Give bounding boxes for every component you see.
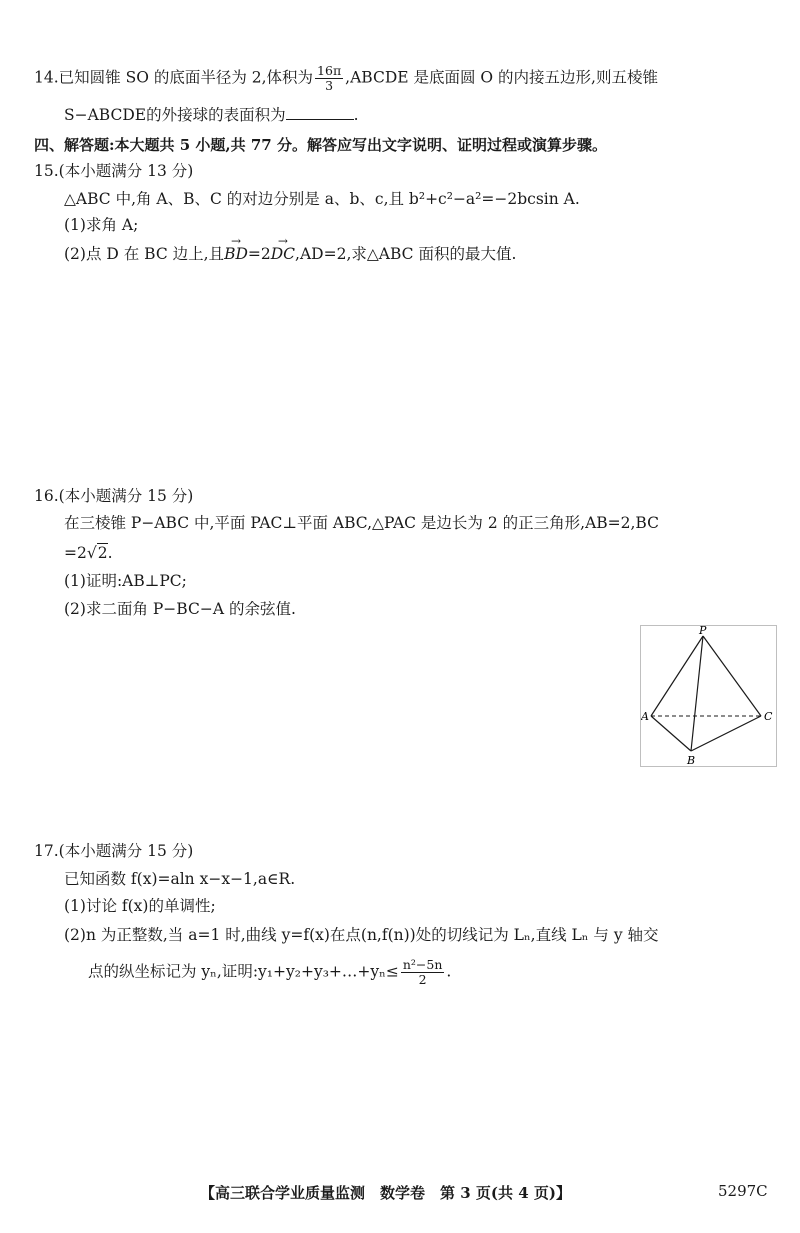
- q15-statement: △ABC 中,角 A、B、C 的对边分别是 a、b、c,且 b²+c²−a²=−2bcsin A.: [64, 190, 580, 208]
- edge-pc: [703, 636, 761, 716]
- q16-statement-line1: 在三棱锥 P−ABC 中,平面 PAC⊥平面 ABC,△PAC 是边长为 2 的正三角形,AB=2,BC: [64, 514, 659, 532]
- q14-frac-num: 16π: [317, 63, 342, 78]
- q15-header: 15.(本小题满分 13 分): [34, 162, 194, 180]
- q17-frac-den: 2: [418, 972, 427, 987]
- page-footer-code: 5297C: [718, 1182, 768, 1200]
- page-footer-title: 【高三联合学业质量监测 数学卷 第 3 页(共 4 页)】: [200, 1184, 571, 1202]
- q17-header: 17.(本小题满分 15 分): [34, 842, 194, 860]
- section-heading: 四、解答题:本大题共 5 小题,共 77 分。解答应写出文字说明、证明过程或演算步骤。: [34, 136, 607, 154]
- q14-text-a: 14.已知圆锥 SO 的底面半径为 2,体积为: [34, 68, 314, 87]
- q14-line1: [34, 64, 658, 93]
- q16-statement-line2: [64, 542, 113, 564]
- q15-part2: [64, 243, 516, 265]
- q16-header: 16.(本小题满分 15 分): [34, 487, 194, 505]
- q14-end: .: [353, 106, 359, 124]
- q14-text-b: ,ABCDE 是底面圆 O 的内接五边形,则五棱锥: [345, 68, 658, 87]
- q15-part2-c: ,AD=2,求△ABC 面积的最大值.: [295, 245, 517, 263]
- label-a: A: [641, 710, 649, 723]
- q14-answer-blank: [286, 105, 354, 120]
- label-b: B: [687, 754, 696, 766]
- tetrahedron-figure: [640, 625, 777, 767]
- q16-end: .: [107, 544, 113, 562]
- label-c: C: [764, 710, 773, 723]
- q14-line2: [64, 104, 359, 126]
- q15-part2-b: =2: [247, 245, 271, 263]
- edge-pa: [651, 636, 703, 716]
- edge-ab: [651, 716, 691, 751]
- q16-part2: (2)求二面角 P−BC−A 的余弦值.: [64, 600, 296, 618]
- label-p: P: [699, 626, 707, 637]
- tetrahedron-diagram: [641, 626, 776, 766]
- q17-end: .: [446, 962, 452, 981]
- q16-eq: =2: [64, 544, 87, 562]
- q14-text-c: S−ABCDE的外接球的表面积为: [64, 106, 286, 124]
- q17-statement: 已知函数 f(x)=aln x−x−1,a∈R.: [64, 870, 296, 888]
- q17-frac-num: n²−5n: [402, 957, 443, 972]
- q17-fraction: [401, 958, 445, 987]
- edge-pb: [691, 636, 703, 751]
- q17-part2-text: 点的纵坐标记为 yₙ,证明:y₁+y₂+y₃+…+yₙ≤: [88, 962, 399, 981]
- q16-part1: (1)证明:AB⊥PC;: [64, 572, 187, 590]
- sqrt-sign: √: [86, 544, 97, 562]
- q17-part2-line2: [88, 958, 451, 987]
- q14-frac-den: 3: [325, 78, 334, 93]
- edge-bc: [691, 716, 761, 751]
- vector-bd: → BD: [224, 243, 248, 265]
- sqrt-value: 2: [97, 544, 108, 562]
- q15-part2-a: (2)点 D 在 BC 边上,且: [64, 245, 225, 263]
- vector-dc: → DC: [271, 243, 295, 265]
- q14-fraction: [315, 64, 343, 93]
- q17-part1: (1)讨论 f(x)的单调性;: [64, 897, 216, 915]
- q17-part2-line1: (2)n 为正整数,当 a=1 时,曲线 y=f(x)在点(n,f(n))处的切线记为 Lₙ,直线 Lₙ 与 y 轴交: [64, 926, 659, 944]
- q15-part1: (1)求角 A;: [64, 216, 139, 234]
